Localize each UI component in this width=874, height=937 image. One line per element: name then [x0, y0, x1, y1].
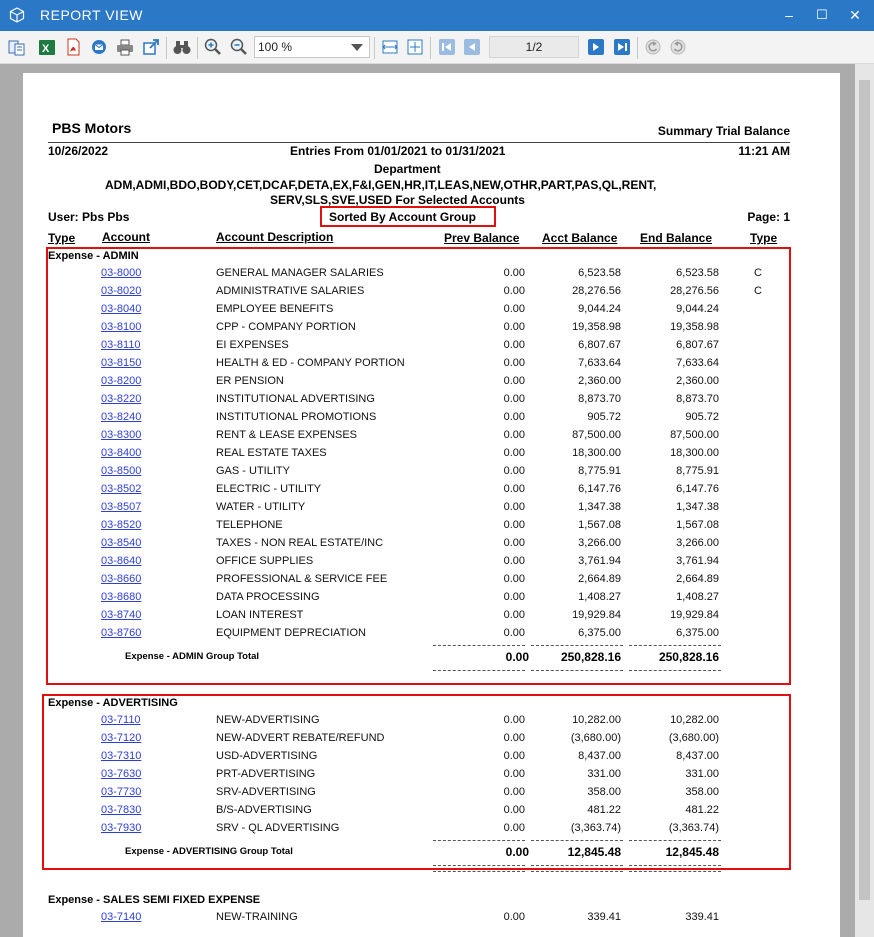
toolbar-separator	[197, 37, 198, 59]
window-title: REPORT VIEW	[40, 7, 144, 23]
end-balance: 905.72	[685, 411, 719, 423]
prev-balance: 0.00	[503, 591, 525, 603]
acct-balance: 6,523.58	[578, 267, 621, 279]
acct-balance: 19,358.98	[572, 321, 621, 333]
account-description: PROFESSIONAL & SERVICE FEE	[216, 573, 388, 585]
minimize-button[interactable]: –	[785, 7, 793, 23]
column-header-account: Account	[102, 230, 150, 244]
account-link[interactable]: 03-8520	[101, 519, 142, 531]
prev-balance: 0.00	[503, 714, 525, 726]
last-page-icon[interactable]	[612, 37, 632, 57]
account-link[interactable]: 03-8020	[101, 285, 142, 297]
account-link[interactable]: 03-8507	[101, 501, 142, 513]
scrollbar-thumb[interactable]	[859, 80, 870, 900]
prev-balance: 0.00	[503, 627, 525, 639]
account-description: TAXES - NON REAL ESTATE/INC	[216, 537, 384, 549]
toolbar-separator	[637, 37, 638, 59]
vertical-scrollbar[interactable]	[855, 64, 874, 937]
acct-balance: (3,363.74)	[570, 822, 621, 834]
group-total-end: 250,828.16	[658, 650, 719, 664]
end-balance: 339.41	[685, 911, 719, 923]
total-rule	[629, 670, 721, 671]
account-link[interactable]: 03-8680	[101, 591, 142, 603]
acct-balance: 6,147.76	[578, 483, 621, 495]
total-rule	[629, 871, 721, 872]
total-rule	[433, 645, 525, 646]
report-period: Entries From 01/01/2021 to 01/31/2021	[290, 144, 506, 158]
page-number-field[interactable]: 1/2	[489, 36, 579, 58]
acct-balance: 19,929.84	[572, 609, 621, 621]
print-icon[interactable]	[115, 37, 135, 57]
account-link[interactable]: 03-8760	[101, 627, 142, 639]
forward-icon[interactable]	[668, 37, 688, 57]
prev-balance: 0.00	[503, 303, 525, 315]
acct-balance: 1,567.08	[578, 519, 621, 531]
acct-balance: 87,500.00	[572, 429, 621, 441]
acct-balance: 2,360.00	[578, 375, 621, 387]
column-header-description: Account Description	[216, 230, 334, 244]
acct-balance: 1,347.38	[578, 501, 621, 513]
account-description: LOAN INTEREST	[216, 609, 304, 621]
open-external-icon[interactable]	[141, 37, 161, 57]
account-link[interactable]: 03-8660	[101, 573, 142, 585]
excel-export-icon[interactable]	[37, 37, 57, 57]
group-total-label: Expense - ADVERTISING Group Total	[125, 846, 293, 857]
account-description: EQUIPMENT DEPRECIATION	[216, 627, 366, 639]
report-page	[23, 73, 840, 937]
total-rule	[629, 840, 721, 841]
prev-balance: 0.00	[503, 822, 525, 834]
account-link[interactable]: 03-8000	[101, 267, 142, 279]
zoom-value: 100 %	[258, 40, 293, 54]
end-balance: 1,408.27	[676, 591, 719, 603]
prev-balance: 0.00	[503, 609, 525, 621]
whole-page-icon[interactable]	[405, 37, 425, 57]
account-description: WATER - UTILITY	[216, 501, 306, 513]
acct-balance: 8,775.91	[578, 465, 621, 477]
prev-balance: 0.00	[503, 483, 525, 495]
account-description: PRT-ADVERTISING	[216, 768, 316, 780]
acct-balance: 8,437.00	[578, 750, 621, 762]
account-link[interactable]: 03-7830	[101, 804, 142, 816]
group-header: Expense - ADMIN	[48, 250, 139, 262]
pdf-export-icon[interactable]	[63, 37, 83, 57]
prev-balance: 0.00	[503, 447, 525, 459]
prev-balance: 0.00	[503, 411, 525, 423]
zoom-in-icon[interactable]	[203, 37, 223, 57]
acct-balance: 3,266.00	[578, 537, 621, 549]
account-link[interactable]: 03-8220	[101, 393, 142, 405]
total-rule	[531, 865, 623, 866]
end-balance: 6,375.00	[676, 627, 719, 639]
column-header-type: Type	[48, 231, 76, 245]
page-width-icon[interactable]	[380, 37, 400, 57]
end-balance: 481.22	[685, 804, 719, 816]
acct-balance: 339.41	[587, 911, 621, 923]
end-balance: 8,775.91	[676, 465, 719, 477]
end-balance: 10,282.00	[670, 714, 719, 726]
acct-balance: 6,375.00	[578, 627, 621, 639]
account-link[interactable]: 03-8540	[101, 537, 142, 549]
column-header-end-balance: End Balance	[640, 231, 713, 245]
total-rule	[433, 670, 525, 671]
prev-balance: 0.00	[503, 750, 525, 762]
end-balance: 3,266.00	[676, 537, 719, 549]
end-balance: 8,437.00	[676, 750, 719, 762]
end-balance: 2,664.89	[676, 573, 719, 585]
find-binoculars-icon[interactable]	[172, 37, 192, 57]
prev-balance: 0.00	[503, 321, 525, 333]
acct-balance: 28,276.56	[572, 285, 621, 297]
account-description: TELEPHONE	[216, 519, 283, 531]
acct-balance: (3,680.00)	[570, 732, 621, 744]
end-balance: 1,567.08	[676, 519, 719, 531]
report-date: 10/26/2022	[48, 144, 109, 158]
end-balance: 87,500.00	[670, 429, 719, 441]
page-number: Page: 1	[747, 210, 790, 224]
prev-balance: 0.00	[503, 375, 525, 387]
account-description: OFFICE SUPPLIES	[216, 555, 314, 567]
account-description: NEW-ADVERT REBATE/REFUND	[216, 732, 385, 744]
column-header-type-2: Type	[750, 231, 778, 245]
acct-balance: 1,408.27	[578, 591, 621, 603]
account-description: B/S-ADVERTISING	[216, 804, 312, 816]
account-link[interactable]: 03-7110	[101, 714, 141, 726]
end-balance: 1,347.38	[676, 501, 719, 513]
total-rule	[531, 840, 623, 841]
acct-balance: 9,044.24	[578, 303, 621, 315]
total-rule	[531, 871, 623, 872]
account-description: HEALTH & ED - COMPANY PORTION	[216, 357, 405, 369]
report-user: User: Pbs Pbs	[48, 210, 130, 224]
prev-balance: 0.00	[503, 501, 525, 513]
prev-balance: 0.00	[503, 519, 525, 531]
acct-balance: 481.22	[587, 804, 621, 816]
header-rule	[48, 142, 790, 143]
account-description: INSTITUTIONAL PROMOTIONS	[216, 411, 377, 423]
column-header-acct-balance: Acct Balance	[542, 231, 618, 245]
department-list-2: SERV,SLS,SVE,USED For Selected Accounts	[270, 193, 525, 207]
maximize-button[interactable]: ☐	[816, 7, 828, 22]
account-description: NEW-ADVERTISING	[216, 714, 320, 726]
account-description: NEW-TRAINING	[216, 911, 298, 923]
toolbar-separator	[374, 37, 375, 59]
end-balance: 2,360.00	[676, 375, 719, 387]
column-header-prev-balance: Prev Balance	[444, 231, 520, 245]
toolbar-separator	[430, 37, 431, 59]
acct-balance: 331.00	[587, 768, 621, 780]
prev-balance: 0.00	[503, 393, 525, 405]
acct-balance: 358.00	[587, 786, 621, 798]
account-link[interactable]: 03-7140	[101, 911, 142, 923]
prev-balance: 0.00	[503, 911, 525, 923]
prev-balance: 0.00	[503, 555, 525, 567]
balance-type: C	[754, 267, 762, 279]
account-link[interactable]: 03-7630	[101, 768, 142, 780]
prev-balance: 0.00	[503, 537, 525, 549]
account-description: ELECTRIC - UTILITY	[216, 483, 322, 495]
account-link[interactable]: 03-8240	[101, 411, 142, 423]
total-rule	[629, 645, 721, 646]
department-list-1: ADM,ADMI,BDO,BODY,CET,DCAF,DETA,EX,F&I,GEN,HR,IT,LEAS,NEW,OTHR,PART,PAS,QL,RENT,	[105, 178, 657, 192]
zoom-select[interactable]	[254, 36, 370, 58]
account-link[interactable]: 03-7930	[101, 822, 142, 834]
zoom-out-icon[interactable]	[229, 37, 249, 57]
account-link[interactable]: 03-8300	[101, 429, 142, 441]
svg-text:X: X	[42, 43, 50, 55]
email-icon[interactable]	[89, 37, 109, 57]
account-description: EI EXPENSES	[216, 339, 289, 351]
account-link[interactable]: 03-8040	[101, 303, 142, 315]
acct-balance: 7,633.64	[578, 357, 621, 369]
account-description: REAL ESTATE TAXES	[216, 447, 327, 459]
group-header: Expense - SALES SEMI FIXED EXPENSE	[48, 894, 261, 906]
account-description: ADMINISTRATIVE SALARIES	[216, 285, 365, 297]
total-rule	[433, 865, 525, 866]
account-link[interactable]: 03-7120	[101, 732, 142, 744]
account-description: ER PENSION	[216, 375, 284, 387]
account-description: GAS - UTILITY	[216, 465, 290, 477]
close-button[interactable]: ✕	[849, 7, 861, 23]
prev-balance: 0.00	[503, 267, 525, 279]
company-name: PBS Motors	[52, 120, 132, 136]
account-description: EMPLOYEE BENEFITS	[216, 303, 334, 315]
account-link[interactable]: 03-8740	[101, 609, 142, 621]
report-title: Summary Trial Balance	[657, 124, 790, 138]
end-balance: 19,358.98	[670, 321, 719, 333]
previous-page-icon[interactable]	[462, 37, 482, 57]
group-total-label: Expense - ADMIN Group Total	[125, 651, 260, 662]
end-balance: 7,633.64	[676, 357, 719, 369]
account-link[interactable]: 03-8100	[101, 321, 142, 333]
toolbar	[0, 31, 874, 64]
group-total-prev: 0.00	[505, 650, 529, 664]
end-balance: 6,147.76	[676, 483, 719, 495]
end-balance: (3,680.00)	[668, 732, 719, 744]
prev-balance: 0.00	[503, 429, 525, 441]
acct-balance: 6,807.67	[578, 339, 621, 351]
account-link[interactable]: 03-8500	[101, 465, 142, 477]
prev-balance: 0.00	[503, 804, 525, 816]
account-description: RENT & LEASE EXPENSES	[216, 429, 358, 441]
account-link[interactable]: 03-7310	[101, 750, 142, 762]
highlight-box-sort	[320, 206, 496, 227]
account-description: CPP - COMPANY PORTION	[216, 321, 356, 333]
report-time: 11:21 AM	[738, 144, 790, 158]
account-description: SRV - QL ADVERTISING	[216, 822, 340, 834]
account-description: SRV-ADVERTISING	[216, 786, 316, 798]
total-rule	[531, 670, 623, 671]
end-balance: 18,300.00	[670, 447, 719, 459]
sort-order: Sorted By Account Group	[329, 210, 476, 224]
balance-type: C	[754, 285, 762, 297]
prev-balance: 0.00	[503, 285, 525, 297]
end-balance: 9,044.24	[676, 303, 719, 315]
end-balance: 6,807.67	[676, 339, 719, 351]
report-viewer	[0, 64, 874, 937]
group-header: Expense - ADVERTISING	[48, 697, 178, 709]
prev-balance: 0.00	[503, 357, 525, 369]
prev-balance: 0.00	[503, 573, 525, 585]
acct-balance: 2,664.89	[578, 573, 621, 585]
account-link[interactable]: 03-8502	[101, 483, 142, 495]
group-total-acct: 12,845.48	[567, 845, 621, 859]
end-balance: 3,761.94	[676, 555, 719, 567]
prev-balance: 0.00	[503, 768, 525, 780]
back-icon[interactable]	[643, 37, 663, 57]
next-page-icon[interactable]	[586, 37, 606, 57]
group-total-acct: 250,828.16	[560, 650, 621, 664]
acct-balance: 10,282.00	[572, 714, 621, 726]
end-balance: 8,873.70	[676, 393, 719, 405]
account-description: GENERAL MANAGER SALARIES	[216, 267, 384, 279]
account-description: USD-ADVERTISING	[216, 750, 318, 762]
end-balance: 358.00	[685, 786, 719, 798]
acct-balance: 3,761.94	[578, 555, 621, 567]
prev-balance: 0.00	[503, 732, 525, 744]
group-total-prev: 0.00	[505, 845, 529, 859]
total-rule	[433, 871, 525, 872]
account-link[interactable]: 03-7730	[101, 786, 142, 798]
account-link[interactable]: 03-8150	[101, 357, 142, 369]
chevron-down-icon	[351, 44, 363, 51]
title-bar	[0, 0, 874, 31]
end-balance: 331.00	[685, 768, 719, 780]
copy-icon[interactable]	[7, 37, 27, 57]
acct-balance: 18,300.00	[572, 447, 621, 459]
end-balance: (3,363.74)	[668, 822, 719, 834]
toolbar-separator	[166, 37, 167, 59]
account-link[interactable]: 03-8200	[101, 375, 142, 387]
acct-balance: 8,873.70	[578, 393, 621, 405]
account-link[interactable]: 03-8400	[101, 447, 142, 459]
end-balance: 19,929.84	[670, 609, 719, 621]
first-page-icon[interactable]	[437, 37, 457, 57]
acct-balance: 905.72	[587, 411, 621, 423]
group-total-end: 12,845.48	[665, 845, 719, 859]
end-balance: 28,276.56	[670, 285, 719, 297]
account-description: DATA PROCESSING	[216, 591, 320, 603]
total-rule	[433, 840, 525, 841]
total-rule	[531, 645, 623, 646]
prev-balance: 0.00	[503, 786, 525, 798]
account-description: INSTITUTIONAL ADVERTISING	[216, 393, 375, 405]
department-label: Department	[374, 162, 441, 176]
prev-balance: 0.00	[503, 339, 525, 351]
cube-app-icon	[9, 7, 25, 23]
account-link[interactable]: 03-8110	[101, 339, 141, 351]
total-rule	[629, 865, 721, 866]
prev-balance: 0.00	[503, 465, 525, 477]
account-link[interactable]: 03-8640	[101, 555, 142, 567]
end-balance: 6,523.58	[676, 267, 719, 279]
